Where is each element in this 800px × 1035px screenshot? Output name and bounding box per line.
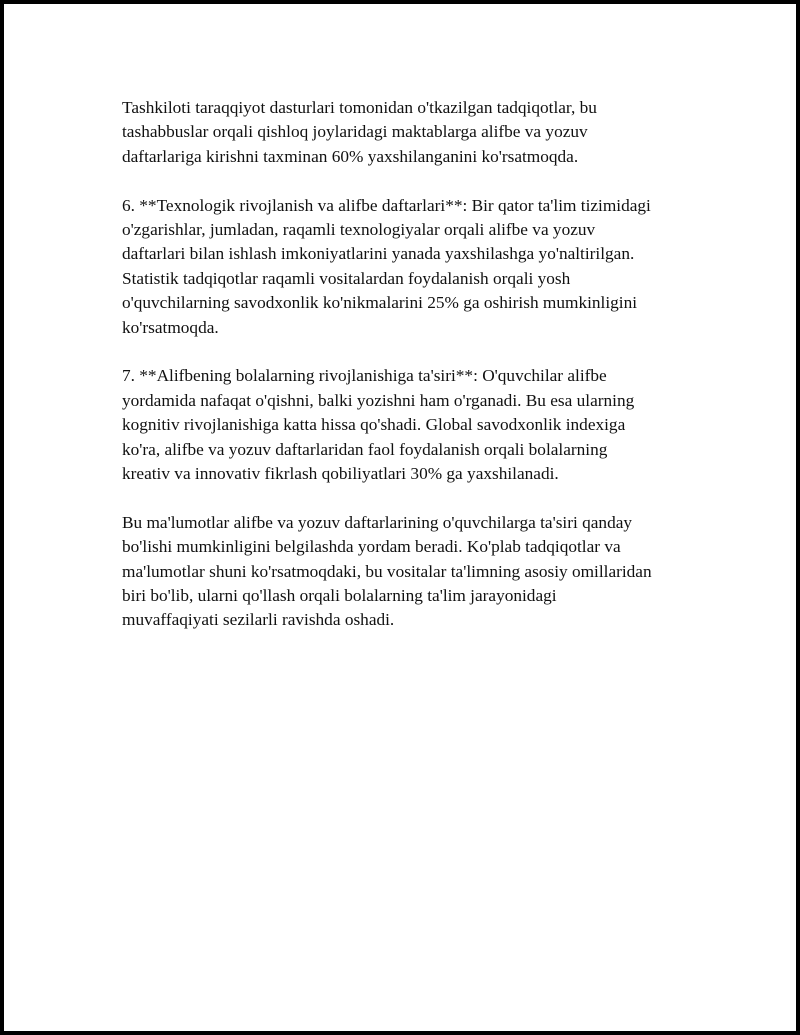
text-line: 6. **Texnologik rivojlanish va alifbe daftarlari**: Bir qator ta'lim tizimidagi: [122, 195, 651, 215]
text-line: Tashkiloti taraqqiyot dasturlari tomonidan o'tkazilgan tadqiqotlar, bu: [122, 98, 597, 117]
text-line: bo'lishi mumkinligini belgilashda yordam beradi. Ko'plab tadqiqotlar va: [122, 537, 621, 557]
paragraph-item-6: [122, 194, 696, 340]
text-line: kognitiv rivojlanishiga katta hissa qo'shadi. Global savodxonlik indexiga: [122, 415, 626, 435]
text-line: muvaffaqiyati sezilarli ravishda oshadi.: [122, 610, 395, 630]
paragraph-item-7: [122, 364, 696, 486]
text-line: tashabbuslar orqali qishloq joylaridagi maktablarga alifbe va yozuv: [122, 122, 588, 142]
text-line: daftarlariga kirishni taxminan 60% yaxshilanganini ko'rsatmoqda.: [122, 146, 579, 166]
text-line: ma'lumotlar shuni ko'rsatmoqdaki, bu vositalar ta'limning asosiy omillaridan: [122, 561, 652, 581]
text-line: daftarlari bilan ishlash imkoniyatlarini yanada yaxshilashga yo'naltirilgan.: [122, 244, 635, 264]
text-line: o'zgarishlar, jumladan, raqamli texnologiyalar orqali alifbe va yozuv: [122, 220, 596, 240]
text-line: Bu ma'lumotlar alifbe va yozuv daftarlarining o'quvchilarga ta'siri qanday: [122, 512, 633, 532]
text-line: ko'ra, alifbe va yozuv daftarlaridan faol foydalanish orqali bolalarning: [122, 439, 608, 459]
paragraph-conclusion: [122, 511, 696, 633]
text-line: biri bo'lib, ularni qo'llash orqali bolalarning ta'lim jarayonidagi: [122, 586, 557, 606]
text-line: 7. **Alifbening bolalarning rivojlanishiga ta'siri**: O'quvchilar alifbe: [122, 366, 607, 386]
text-line: o'quvchilarning savodxonlik ko'nikmalarini 25% ga oshirish mumkinligini: [122, 293, 638, 313]
text-line: Statistik tadqiqotlar raqamli vositalardan foydalanish orqali yosh: [122, 268, 571, 288]
text-line: kreativ va innovativ fikrlash qobiliyatlari 30% ga yaxshilanadi.: [122, 464, 559, 484]
text-line: ko'rsatmoqda.: [122, 317, 219, 337]
document-body: [122, 96, 696, 657]
text-line: yordamida nafaqat o'qishni, balki yozishni ham o'rganadi. Bu esa ularning: [122, 390, 635, 410]
paragraph-intro-continuation: [122, 96, 696, 169]
